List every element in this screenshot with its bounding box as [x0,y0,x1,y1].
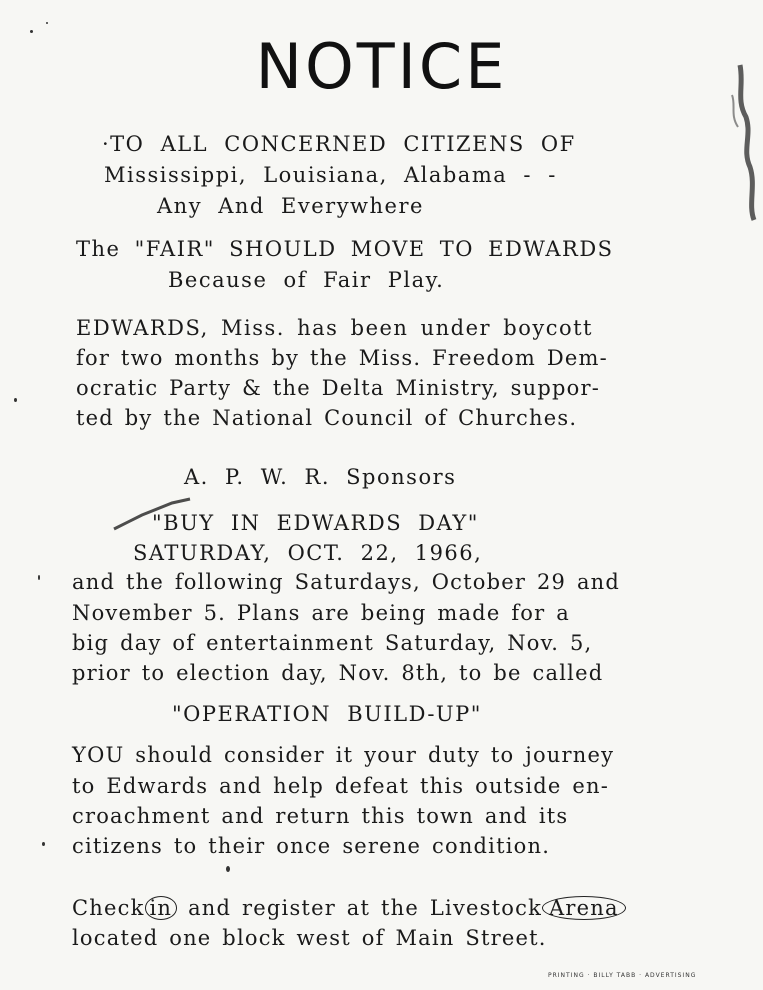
address-line-3: Any And Everywhere [157,194,424,218]
operation-line: "OPERATION BUILD-UP" [172,702,482,726]
address-line-1: ·TO ALL CONCERNED CITIZENS OF [102,132,576,156]
checkin-text-mid: and register at the Livestock [188,896,543,920]
boycott-line-4: ted by the National Council of Churches. [76,406,578,430]
details-line-4: prior to election day, Nov. 8th, to be called [72,661,604,685]
boycott-line-3: ocratic Party & the Delta Ministry, suppor- [76,376,601,400]
boycott-line-1: EDWARDS, Miss. has been under boycott [76,316,593,340]
sponsor-line: A. P. W. R. Sponsors [184,465,457,489]
printer-credit: PRINTING · BILLY TABB · ADVERTISING [548,972,697,979]
details-line-1: and the following Saturdays, October 29 and [72,570,621,594]
duty-line-4: citizens to their once serene condition. [72,834,551,858]
fair-line-1: The "FAIR" SHOULD MOVE TO EDWARDS [76,237,614,261]
checkin-word-check: Check [72,896,145,920]
scan-speck [30,30,33,33]
checkin-line-2: located one block west of Main Street. [72,926,547,950]
checkin-circled-in: in [145,896,178,920]
details-line-2: November 5. Plans are being made for a [72,601,570,625]
boycott-line-2: for two months by the Miss. Freedom Dem- [76,346,608,370]
scan-speck [46,22,48,24]
details-line-3: big day of entertainment Saturday, Nov. 5, [72,631,593,655]
duty-line-2: to Edwards and help defeat this outside en- [72,774,610,798]
address-line-2: Mississippi, Louisiana, Alabama - - [104,163,557,187]
scan-speck [38,575,40,580]
event-date: SATURDAY, OCT. 22, 1966, [133,541,483,565]
scan-speck [226,866,230,872]
checkin-line-1 [72,895,626,921]
fair-line-2: Because of Fair Play. [168,268,445,292]
scan-speck [14,398,17,402]
event-name: "BUY IN EDWARDS DAY" [152,511,479,535]
notice-headline: NOTICE [255,30,508,103]
scan-speck [42,842,45,846]
duty-line-1: YOU should consider it your duty to journey [72,743,615,767]
checkin-circled-arena: Arena [542,896,626,920]
duty-line-3: croachment and return this town and its [72,804,569,828]
